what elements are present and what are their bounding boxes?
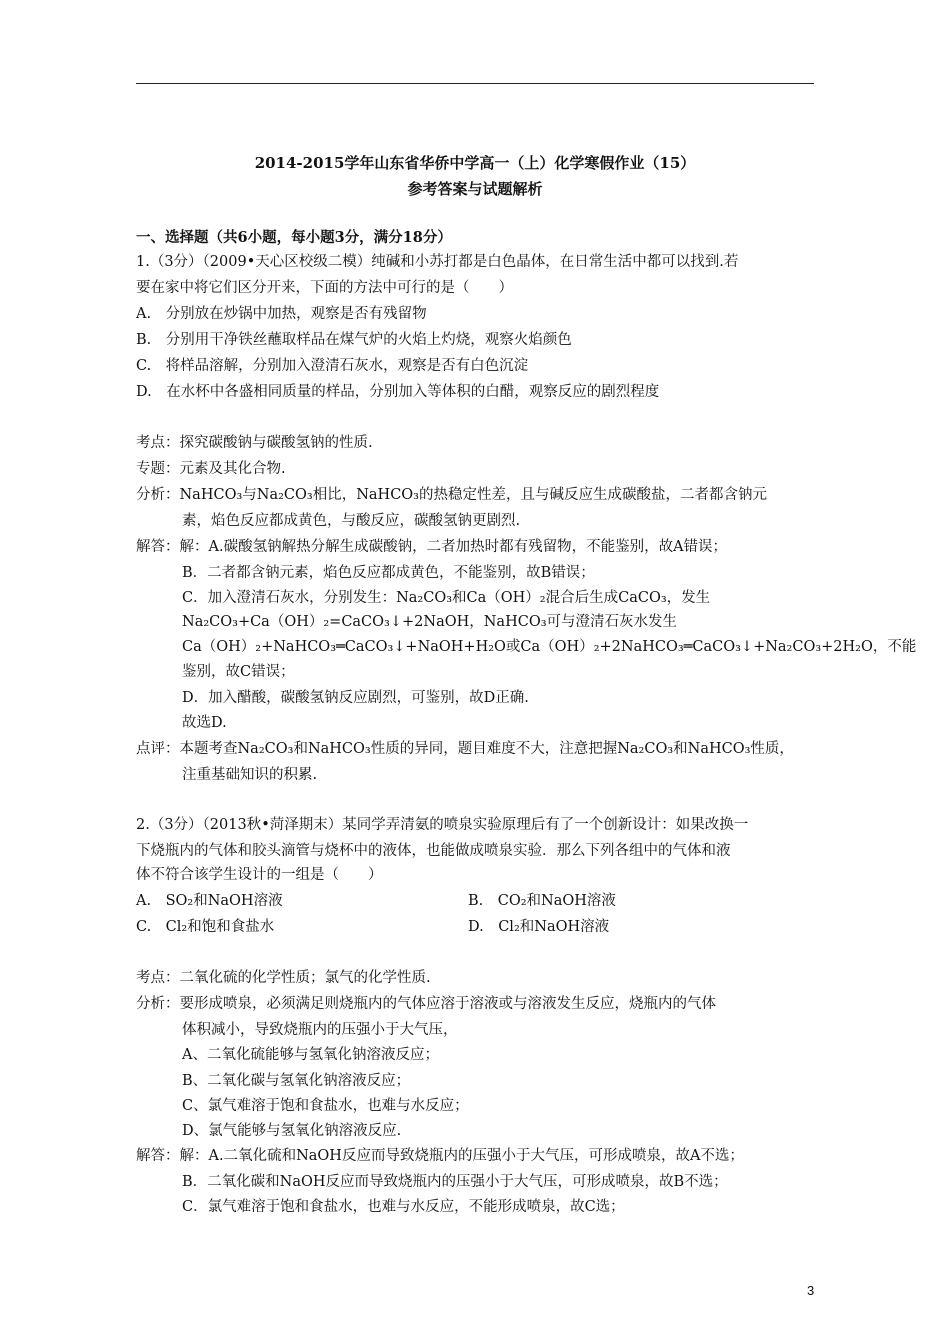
q2-stem-line1: 2.（3分）（2013秋•菏泽期末）某同学弄清氨的喷泉实验原理后有了一个创新设计：如果改换一 [136, 817, 749, 833]
q2-jieda-line3: C．氯气难溶于饱和食盐水，也难与水反应，不能形成喷泉，故C选； [182, 1199, 625, 1215]
q1-fenxi-line2: 素，焰色反应都成黄色，与酸反应，碳酸氢钠更剧烈. [182, 513, 521, 529]
header-rule [136, 83, 814, 84]
q1-stem-line1: 1.（3分）（2009•天心区校级二模）纯碱和小苏打都是白色晶体，在日常生活中都可以找到.若 [136, 254, 739, 270]
q1-jieda-line6: 鉴别，故C错误； [182, 664, 295, 680]
q2-kaodian: 考点：二氧化硫的化学性质；氯气的化学性质. [136, 970, 431, 986]
q1-option-b: B. 分别用干净铁丝蘸取样品在煤气炉的火焰上灼烧，观察火焰颜色 [136, 332, 572, 348]
q1-fenxi-line1: 分析：NaHCO₃与Na₂CO₃相比，NaHCO₃的热稳定性差，且与碱反应生成碳酸盐，二者都含钠元 [136, 487, 767, 503]
q2-stem-line3: 体不符合该学生设计的一组是（ ） [136, 867, 383, 883]
q2-fenxi-line6: D、氯气能够与氢氧化钠溶液反应. [182, 1123, 402, 1139]
q1-option-d: D. 在水杯中各盛相同质量的样品，分别加入等体积的白醋，观察反应的剧烈程度 [136, 384, 660, 400]
q1-dianping-line2: 注重基础知识的积累. [182, 767, 318, 783]
q2-fenxi-line1: 分析：要形成喷泉，必须满足则烧瓶内的气体应溶于溶液或与溶液发生反应，烧瓶内的气体 [136, 996, 716, 1012]
q1-kaodian: 考点：探究碳酸钠与碳酸氢钠的性质. [136, 435, 373, 451]
q2-jieda-line1: 解答：解：A.二氧化硫和NaOH反应而导致烧瓶内的压强小于大气压，可形成喷泉，故A不选； [136, 1148, 744, 1164]
q1-jieda-line8: 故选D. [182, 715, 227, 731]
q2-fenxi-line5: C、氯气难溶于饱和食盐水，也难与水反应； [182, 1098, 469, 1114]
q2-fenxi-line2: 体积减小，导致烧瓶内的压强小于大气压， [182, 1022, 458, 1038]
q2-option-a: A. SO₂和NaOH溶液 [136, 893, 283, 909]
q2-option-d: D. Cl₂和NaOH溶液 [468, 919, 610, 935]
q2-fenxi-line4: B、二氧化碳与氢氧化钠溶液反应； [182, 1073, 411, 1089]
section-heading: 一、选择题（共6小题，每小题3分，满分18分） [136, 229, 452, 246]
q1-jieda-line4: Na₂CO₃+Ca（OH）₂=CaCO₃↓+2NaOH，NaHCO₃可与澄清石灰水发生 [182, 614, 678, 630]
q1-dianping-line1: 点评：本题考查Na₂CO₃和NaHCO₃性质的异同，题目难度不大，注意把握Na₂CO₃和NaHCO₃性质， [136, 741, 794, 757]
q1-jieda-line1: 解答：解：A.碳酸氢钠解热分解生成碳酸钠，二者加热时都有残留物，不能鉴别，故A错误； [136, 539, 728, 555]
q2-jieda-line2: B．二氧化碳和NaOH反应而导致烧瓶内的压强小于大气压，可形成喷泉，故B不选； [182, 1174, 728, 1190]
q1-jieda-line5: Ca（OH）₂+NaHCO₃═CaCO₃↓+NaOH+H₂O或Ca（OH）₂+2NaHCO₃═CaCO₃↓+Na₂CO₃+2H₂O，不能 [182, 639, 917, 655]
q1-jieda-line2: B．二者都含钠元素，焰色反应都成黄色，不能鉴别，故B错误； [182, 565, 595, 581]
q1-option-c: C. 将样品溶解，分别加入澄清石灰水，观察是否有白色沉淀 [136, 358, 529, 374]
page-number: 3 [807, 1283, 815, 1298]
q1-jieda-line7: D．加入醋酸，碳酸氢钠反应剧烈，可鉴别，故D正确. [182, 690, 529, 706]
q2-stem-line2: 下烧瓶内的气体和胶头滴管与烧杯中的液体，也能做成喷泉实验．那么下列各组中的气体和液 [136, 843, 731, 859]
q2-option-c: C. Cl₂和饱和食盐水 [136, 919, 275, 935]
q1-stem-line2: 要在家中将它们区分开来，下面的方法中可行的是（ ） [136, 280, 513, 296]
q1-jieda-line3: C．加入澄清石灰水，分别发生：Na₂CO₃和Ca（OH）₂混合后生成CaCO₃，发生 [182, 590, 711, 606]
document-subtitle: 参考答案与试题解析 [407, 180, 543, 198]
document-title: 2014-2015学年山东省华侨中学高一（上）化学寒假作业（15） [254, 154, 696, 172]
q1-zhuanti: 专题：元素及其化合物. [136, 461, 286, 477]
q1-option-a: A. 分别放在炒锅中加热，观察是否有残留物 [136, 306, 427, 322]
q2-option-b: B. CO₂和NaOH溶液 [468, 893, 616, 909]
q2-fenxi-line3: A、二氧化硫能够与氢氧化钠溶液反应； [182, 1047, 439, 1063]
